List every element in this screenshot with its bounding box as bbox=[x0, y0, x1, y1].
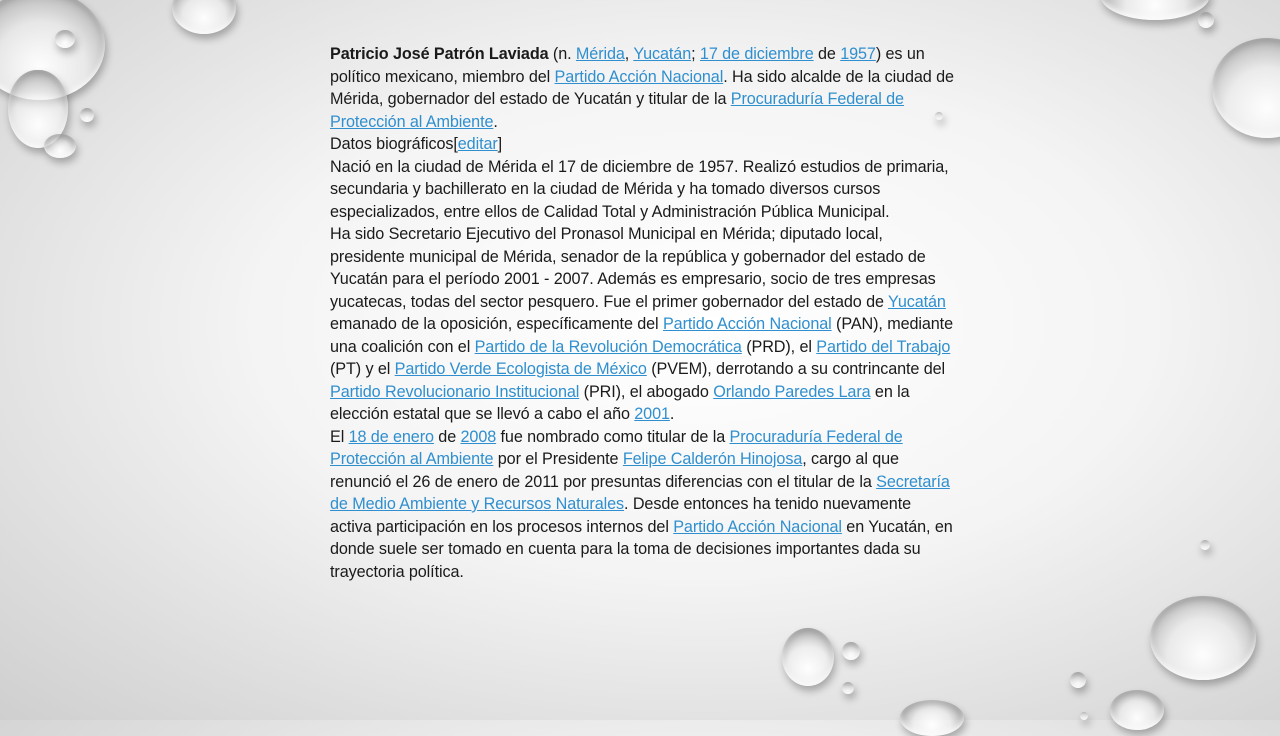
water-drop-decoration bbox=[1198, 12, 1214, 28]
wiki-link[interactable]: Partido Revolucionario Institucional bbox=[330, 382, 580, 401]
paragraph-career bbox=[330, 223, 955, 426]
text-segment: Datos biográficos[ bbox=[330, 135, 458, 153]
text-segment: de bbox=[813, 45, 841, 63]
text-segment: . Desde entonces ha tenido nuevamente activa participación en los procesos internos del bbox=[330, 495, 912, 536]
paragraph-profepa bbox=[330, 426, 955, 584]
wiki-link[interactable]: Yucatán bbox=[633, 45, 692, 63]
text-segment: (PRI), el abogado bbox=[579, 382, 714, 401]
water-drop-decoration bbox=[842, 642, 860, 660]
wiki-link[interactable]: Mérida bbox=[575, 45, 625, 63]
text-segment: El bbox=[330, 427, 349, 446]
paragraph-section-heading bbox=[330, 133, 955, 156]
wiki-link[interactable]: 2008 bbox=[460, 427, 497, 446]
wiki-link[interactable]: 1957 bbox=[840, 45, 876, 63]
wiki-link[interactable]: Partido del Trabajo bbox=[816, 337, 951, 356]
water-drop-decoration bbox=[1200, 540, 1210, 550]
text-segment: (PVEM), derrotando a su contrincante del bbox=[646, 360, 946, 378]
text-segment: fue nombrado como titular de la bbox=[496, 427, 730, 446]
text-segment: (PAN), mediante una coalición con el bbox=[330, 315, 953, 356]
text-segment: Ha sido Secretario Ejecutivo del Pronasol Municipal en Mérida; diputado local, presidente municipal de Mérida, senador de la república y gobernador del estado de Yucatán para el período 2001 - 2007. Además es empresario, socio de tres empresas yucatecas, todas del sector pesquero. Fue el primer gobernador del estado de bbox=[330, 225, 936, 311]
paragraph-birth bbox=[330, 156, 955, 224]
wiki-link[interactable]: Procuraduría Federal de Protección al Ambiente bbox=[330, 427, 903, 468]
water-drop-decoration bbox=[44, 134, 76, 158]
article-body bbox=[330, 43, 955, 583]
water-drop-decoration bbox=[1100, 0, 1210, 20]
water-drop-decoration bbox=[900, 700, 964, 736]
wiki-link[interactable]: Felipe Calderón Hinojosa bbox=[622, 450, 803, 468]
text-segment: en Yucatán, en donde suele ser tomado en cuenta para la toma de decisiones importantes dada su trayectoria política. bbox=[330, 517, 953, 581]
wiki-link[interactable]: Procuraduría Federal de Protección al Ambiente bbox=[330, 90, 904, 131]
water-drop-decoration bbox=[80, 108, 94, 122]
water-drop-decoration bbox=[1080, 712, 1088, 720]
water-drop-decoration bbox=[1110, 690, 1164, 730]
wiki-link[interactable]: 18 de enero bbox=[348, 427, 434, 446]
wiki-link[interactable]: Partido Acción Nacional bbox=[662, 315, 832, 333]
water-drop-decoration bbox=[172, 0, 236, 34]
text-segment: de bbox=[433, 427, 461, 446]
subject-name: Patricio José Patrón Laviada bbox=[330, 45, 549, 63]
wiki-link[interactable]: Partido Acción Nacional bbox=[554, 67, 724, 86]
text-segment: ; bbox=[691, 45, 700, 63]
text-segment: . bbox=[669, 405, 675, 423]
wiki-link[interactable]: Partido de la Revolución Democrática bbox=[474, 337, 742, 356]
paragraph-intro bbox=[330, 43, 955, 133]
water-drop-decoration bbox=[1070, 672, 1086, 688]
water-drop-decoration bbox=[842, 682, 854, 694]
text-segment: , cargo al que renunció el 26 de enero de 2011 por presuntas diferencias con el titular de la bbox=[330, 450, 899, 491]
wiki-link[interactable]: 2001 bbox=[634, 405, 670, 423]
water-drop-decoration bbox=[55, 30, 75, 48]
wiki-link[interactable]: Yucatán bbox=[888, 292, 946, 311]
water-drop-decoration bbox=[1212, 38, 1280, 138]
text-segment: , bbox=[624, 45, 634, 63]
text-segment: ) es un político mexicano, miembro del bbox=[330, 45, 925, 86]
wiki-link[interactable]: Partido Acción Nacional bbox=[673, 517, 842, 536]
text-segment: ] bbox=[497, 135, 503, 153]
text-segment: (n. bbox=[548, 45, 576, 63]
wiki-link[interactable]: editar bbox=[457, 135, 498, 153]
text-segment: . Ha sido alcalde de la ciudad de Mérida, gobernador del estado de Yucatán y titular de la bbox=[330, 67, 954, 108]
text-segment: (PRD), el bbox=[741, 337, 817, 356]
wiki-link[interactable]: Orlando Paredes Lara bbox=[713, 382, 871, 401]
text-segment: Nació en la ciudad de Mérida el 17 de diciembre de 1957. Realizó estudios de primaria, secundaria y bachillerato en la ciudad de Mérida y ha tomado diversos cursos especializados, entre ellos de Calidad Total y Administración Pública Municipal. bbox=[330, 157, 949, 221]
text-segment: emanado de la oposición, específicamente del bbox=[330, 315, 663, 333]
text-segment: (PT) y el bbox=[330, 360, 395, 378]
text-segment: . bbox=[493, 112, 498, 131]
text-segment: por el Presidente bbox=[493, 450, 623, 468]
water-drop-decoration bbox=[1150, 596, 1256, 680]
wiki-link[interactable]: Secretaría de Medio Ambiente y Recursos Naturales bbox=[330, 472, 950, 513]
water-drop-decoration bbox=[782, 628, 834, 686]
wiki-link[interactable]: Partido Verde Ecologista de México bbox=[394, 360, 647, 378]
wiki-link[interactable]: 17 de diciembre bbox=[699, 45, 814, 63]
text-segment: en la elección estatal que se llevó a cabo el año bbox=[330, 382, 910, 423]
